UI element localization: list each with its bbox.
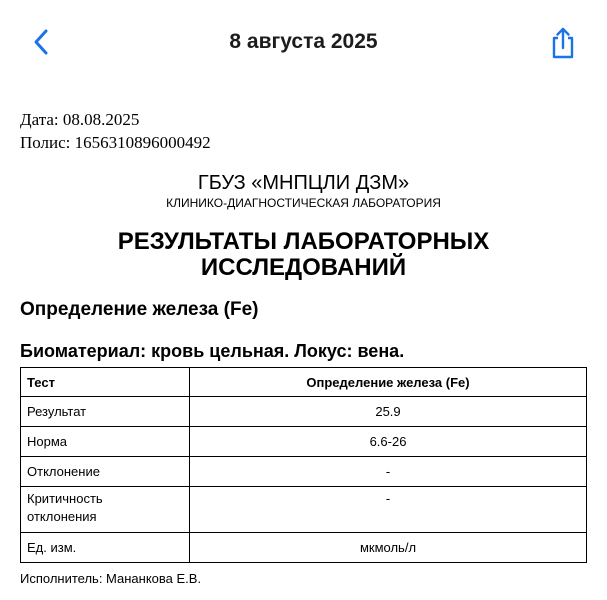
- test-title: Определение железа (Fe): [20, 299, 259, 320]
- executor-line: Исполнитель: Мананкова Е.В.: [20, 571, 202, 586]
- column-header-analysis: Определение железа (Fe): [190, 368, 587, 397]
- navigation-bar: [0, 0, 607, 88]
- table-row: [21, 457, 587, 487]
- row-label: Результат: [21, 397, 190, 427]
- document-heading: [0, 229, 607, 281]
- heading-line-1: РЕЗУЛЬТАТЫ ЛАБОРАТОРНЫХ: [117, 228, 490, 255]
- table-row: [21, 397, 587, 427]
- organization-name: ГБУЗ «МНПЦЛИ ДЗМ»: [197, 172, 410, 194]
- table-row: [21, 427, 587, 457]
- row-label-line-2: отклонения: [27, 509, 97, 524]
- row-label-line-1: Критичность: [27, 491, 103, 506]
- row-value: мкмоль/л: [190, 533, 587, 563]
- row-label: Ед. изм.: [21, 533, 190, 563]
- policy-line: Полис: 1656310896000492: [20, 133, 211, 152]
- row-label: Отклонение: [21, 457, 190, 487]
- biomaterial-line: Биоматериал: кровь цельная. Локус: вена.: [20, 341, 405, 361]
- row-label: [21, 487, 190, 533]
- share-button[interactable]: [549, 26, 577, 60]
- document-meta: [20, 108, 211, 154]
- share-icon: [549, 26, 577, 60]
- organization-subtitle: КЛИНИКО-ДИАГНОСТИЧЕСКАЯ ЛАБОРАТОРИЯ: [166, 196, 441, 210]
- row-value: 25.9: [190, 397, 587, 427]
- row-label: Норма: [21, 427, 190, 457]
- date-line: Дата: 08.08.2025: [20, 110, 140, 129]
- table-header-row: [21, 368, 587, 397]
- row-value: -: [190, 487, 587, 533]
- heading-line-2: ИССЛЕДОВАНИЙ: [200, 254, 407, 281]
- row-value: -: [190, 457, 587, 487]
- row-value: 6.6-26: [190, 427, 587, 457]
- results-table: [20, 367, 587, 563]
- table-row: [21, 533, 587, 563]
- page-title: 8 августа 2025: [229, 30, 378, 53]
- table-row: [21, 487, 587, 533]
- column-header-test: Тест: [21, 368, 190, 397]
